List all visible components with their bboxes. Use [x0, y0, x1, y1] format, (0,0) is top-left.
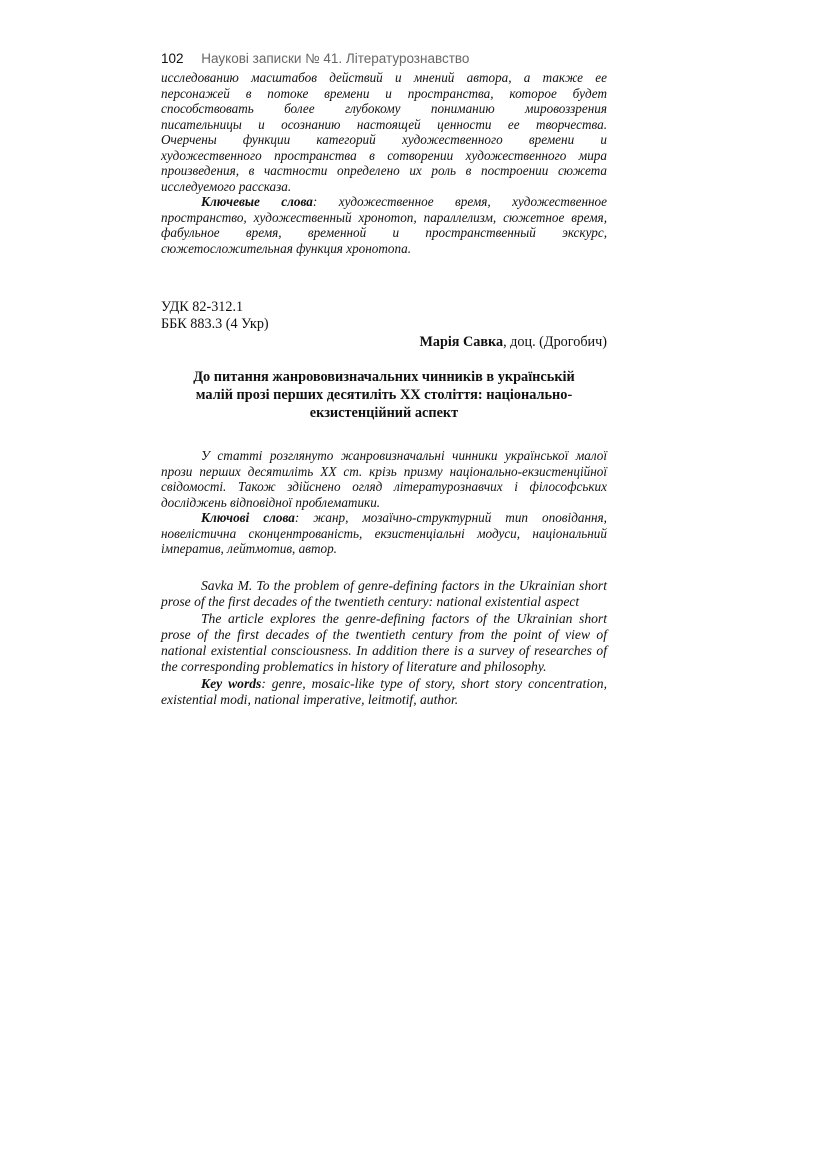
journal-title: Наукові записки № 41. Літературознавство: [201, 51, 470, 66]
en-abstract: [161, 578, 607, 708]
author-affiliation: , доц. (Дрогобич): [503, 334, 607, 350]
ru-keywords-label: Ключевые слова: [201, 194, 313, 209]
article-title-line: екзистенційний аспект: [309, 405, 459, 421]
ru-abstract-line: произведения, в частности определено их роль в построении сюжета: [161, 163, 607, 178]
ru-abstract-line: Очерчены функции категорий художественного времени и: [161, 132, 607, 147]
author-name: Марія Савка: [419, 334, 504, 350]
en-keywords-label: Key words: [201, 675, 262, 691]
ru-abstract-line: способствовать более глубокому пониманию мировоззрения: [161, 101, 607, 116]
bbk-code: ББК 883.3 (4 Укр): [161, 316, 269, 332]
uk-keywords-label: Ключові слова: [201, 510, 295, 525]
ru-keywords: [161, 194, 607, 256]
uk-keywords: [161, 510, 607, 557]
uk-abstract-text: У статті розглянуто жанровизначальні чинники української малої прози перших десятиліть ХХ ст. крізь призму національно-екзистенційної свідомості. Також здійснено огляд літературознавчих і філософських досліджень відповідної проблематики.: [161, 448, 607, 510]
author-line: [419, 334, 607, 351]
udk-code: УДК 82-312.1: [161, 299, 244, 315]
en-abstract-text: The article explores the genre-defining factors of the Ukrainian short prose of the first decades of the twentieth century from the point of view of national existential consciousness. In addition there is a survey of researches of the corresponding problematics in history of literature and philosophy.: [161, 610, 607, 675]
article-title-line: малій прозі перших десятиліть ХХ століття: національно-: [195, 387, 573, 403]
en-keywords-text: : genre, mosaic-like type of story, short story concentration, existential modi, national imperative, leitmotif, author.: [161, 675, 607, 708]
uk-keywords-text: : жанр, мозаїчно-структурний тип оповідання, новелістична сконцентрованість, екзистенціальні модуси, національний імператив, лейтмотив, автор.: [161, 510, 607, 556]
ru-abstract-line: художественного пространства в сотворении художественного мира: [161, 147, 607, 163]
ru-abstract: [161, 70, 607, 256]
en-keywords: [161, 676, 607, 709]
page-number: 102: [161, 51, 184, 66]
ru-abstract-line: исследуемого рассказа.: [161, 178, 292, 194]
running-header: [161, 51, 469, 66]
en-reference: Savka M. To the problem of genre-defining factors in the Ukrainian short prose of the first decades of the twentieth century: national existential aspect: [161, 578, 607, 610]
ru-abstract-line: исследованию масштабов действий и мнений автора, а также ее: [161, 70, 607, 85]
ru-abstract-line: персонажей в потоке времени и пространства, которое будет: [161, 85, 607, 101]
ru-abstract-line: писательницы и осознанию настоящей ценности ее творчества.: [161, 116, 607, 132]
uk-abstract: [161, 448, 607, 557]
ru-keywords-text: : художественное время, художественное пространство, художественный хронотоп, параллелизм, сюжетное время, фабульное время, временной и пространственный экскурс, сюжетосложительная функция хронотопа.: [161, 194, 607, 256]
article-title-line: До питання жанрововизначальних чинників в українській: [193, 369, 575, 385]
article-title: [161, 368, 607, 422]
